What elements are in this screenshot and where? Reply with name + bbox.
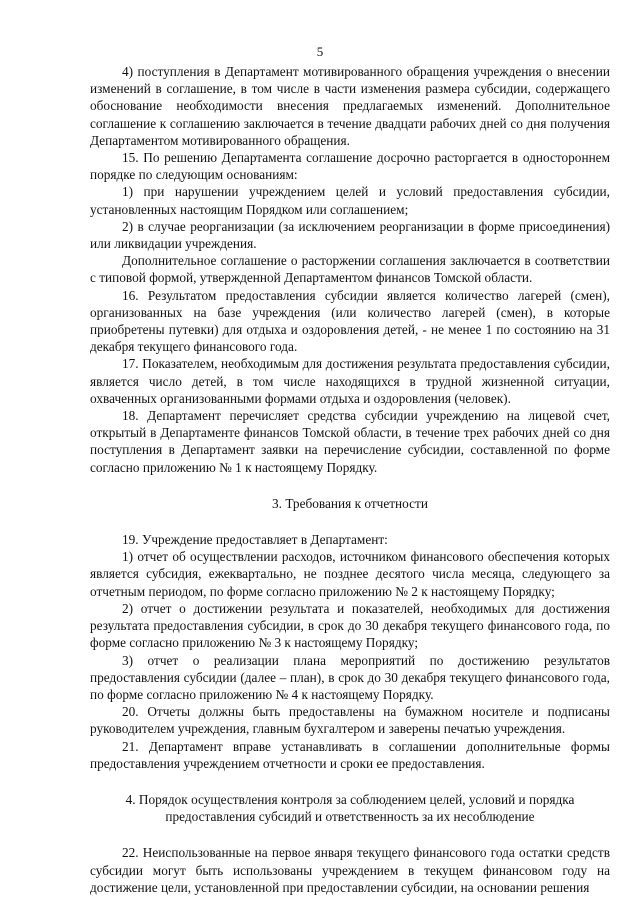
paragraph: 2) в случае реорганизации (за исключением реорганизации в форме присоединения) или ликвидации учреждения. [90, 218, 610, 252]
paragraph: 4) поступления в Департамент мотивированного обращения учреждения о внесении изменений в соглашение, в том числе в части изменения размера субсидии, содержащего обоснование необходимости внесения предлагаемых изменений. Дополнительное соглашение к соглашению заключается в течение двадцати рабочих дней со дня получения Департаментом мотивированного обращения. [90, 64, 610, 148]
section-4-heading-line-2: предоставления субсидий и ответственность за их несоблюдение [165, 809, 535, 825]
paragraph: 15. По решению Департамента соглашение досрочно расторгается в одностороннем порядке по следующим основаниям: [90, 150, 610, 183]
paragraph: 16. Результатом предоставления субсидии является количество лагерей (смен), организованных на базе учреждения (или количество лагерей (смен), в которые приобретены путевки) для отдыха и оздоровления детей, - не менее 1 по состоянию на 31 декабря текущего финансового года. [90, 287, 610, 355]
page-number: 5 [316, 44, 324, 59]
paragraph: 20. Отчеты должны быть предоставлены на бумажном носителе и подписаны руководителем учреждения, главным бухгалтером и заверены печатью учреждения. [90, 704, 610, 737]
section-4-heading [90, 791, 610, 825]
paragraph: 3) отчет о реализации плана мероприятий по достижению результатов предоставления субсидии (далее – план), в срок до 30 декабря текущего финансового года, по форме согласно приложению № 4 к настоящему Порядку. [90, 652, 610, 702]
paragraph: 17. Показателем, необходимым для достижения результата предоставления субсидии, является число детей, в том числе находящихся в трудной жизненной ситуации, охваченных организованными формами отдыха и оздоровления (человек). [90, 356, 610, 406]
section-4-heading-line-1: 4. Порядок осуществления контроля за соблюдением целей, условий и порядка [125, 791, 575, 807]
paragraph: 18. Департамент перечисляет средства субсидии учреждению на лицевой счет, открытый в Департаменте финансов Томской области, в течение трех рабочих дней со дня поступления в Департамент заявки на перечисление субсидии, составленной по форме согласно приложению № 1 к настоящему Порядку. [90, 408, 610, 475]
paragraph: 2) отчет о достижении результата и показателей, необходимых для достижения результата предоставления субсидии, в срок до 30 декабря текущего финансового года, по форме согласно приложению № 3 к настоящему Порядку; [90, 600, 610, 651]
paragraph: 1) при нарушении учреждением целей и условий предоставления субсидии, установленных настоящим Порядком или соглашением; [90, 184, 610, 217]
paragraph: 22. Неиспользованные на первое января текущего финансового года остатки средств субсидии могут быть использованы учреждением в текущем финансовом году на достижение цели, установленной при предоставлении субсидии, на основании решения [90, 845, 610, 895]
paragraph: 1) отчет об осуществлении расходов, источником финансового обеспечения которых является субсидия, ежеквартально, не позднее десятого числа месяца, следующего за отчетным периодом, по форме согласно приложению № 2 к настоящему Порядку; [90, 549, 610, 599]
paragraph: 19. Учреждение предоставляет в Департамент: [122, 532, 388, 548]
paragraph: 21. Департамент вправе устанавливать в соглашении дополнительные формы предоставления учреждением отчетности и сроки ее предоставления. [90, 738, 610, 771]
document-body [90, 63, 610, 896]
paragraph: Дополнительное соглашение о расторжении соглашения заключается в соответствии с типовой формой, утвержденной Департаментом финансов Томской области. [90, 253, 610, 286]
section-3-heading: 3. Требования к отчетности [272, 495, 428, 511]
